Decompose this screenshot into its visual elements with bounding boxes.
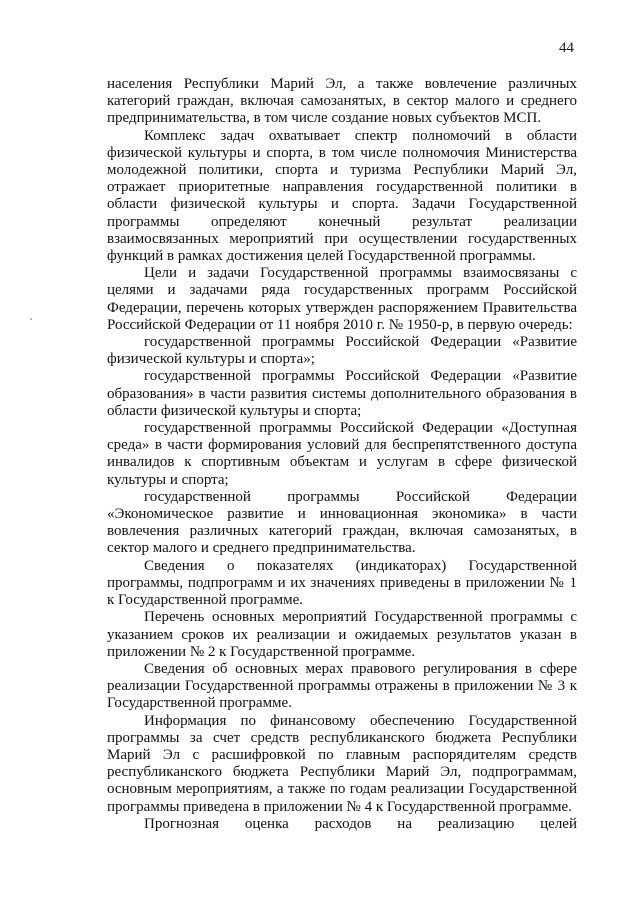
list-paragraph: государственной программы Российской Федерации «Экономическое развитие и инновационная экономика» в части вовлечения различных категорий граждан, включая самозанятых, в сектор малого и среднего предпринимательства. xyxy=(107,488,577,557)
paragraph: Сведения об основных мерах правового регулирования в сфере реализации Государственной программы отражены в приложении № 3 к Государственной программе. xyxy=(107,660,577,712)
list-paragraph: государственной программы Российской Федерации «Доступная среда» в части формирования условий для беспрепятственного доступа инвалидов к спортивным объектам и услугам в сфере физической культуры и спорта; xyxy=(107,420,577,488)
paragraph-truncated: Прогнозная оценка расходов на реализацию целей xyxy=(144,815,577,832)
document-body xyxy=(107,76,577,833)
margin-speck xyxy=(30,318,32,320)
paragraph: Информация по финансовому обеспечению Государственной программы за счет средств республиканского бюджета Республики Марий Эл с расшифровкой по главным распорядителям средств республиканского бюджета Республики Марий Эл, подпрограммам, основным мероприятиям, а также по годам реализации Государственной программы приведена в приложении № 4 к Государственной программе. xyxy=(107,712,577,815)
page-number: 44 xyxy=(559,40,574,56)
paragraph: Перечень основных мероприятий Государственной программы с указанием сроков их реализации и ожидаемых результатов указан в приложении № 2 к Государственной программе. xyxy=(107,609,577,660)
list-paragraph: государственной программы Российской Федерации «Развитие образования» в части развития системы дополнительного образования в области физической культуры и спорта; xyxy=(107,368,577,419)
paragraph-continued: населения Республики Марий Эл, а также вовлечение различных категорий граждан, включая самозанятых, в сектор малого и среднего предпринимательства, в том числе создание новых субъектов МСП. xyxy=(107,76,577,127)
paragraph: Комплекс задач охватывает спектр полномочий в области физической культуры и спорта, в том числе полномочия Министерства молодежной политики, спорта и туризма Республики Марий Эл, отражает приоритетные направления государственной политики в области физической культуры и спорта. Задачи Государственной программы определяют конечный результат реализации взаимосвязанных мероприятий при осуществлении государственных функций в рамках достижения целей Государственной программы. xyxy=(107,127,577,265)
paragraph: Цели и задачи Государственной программы взаимосвязаны с целями и задачами ряда государственных программ Российской Федерации, перечень которых утвержден распоряжением Правительства Российской Федерации от 11 ноября 2010 г. № 1950-р, в первую очередь: xyxy=(107,265,577,333)
paragraph: Сведения о показателях (индикаторах) Государственной программы, подпрограмм и их значениях приведены в приложении № 1 к Государственной программе. xyxy=(107,557,577,609)
list-paragraph: государственной программы Российской Федерации «Развитие физической культуры и спорта»; xyxy=(107,334,577,368)
